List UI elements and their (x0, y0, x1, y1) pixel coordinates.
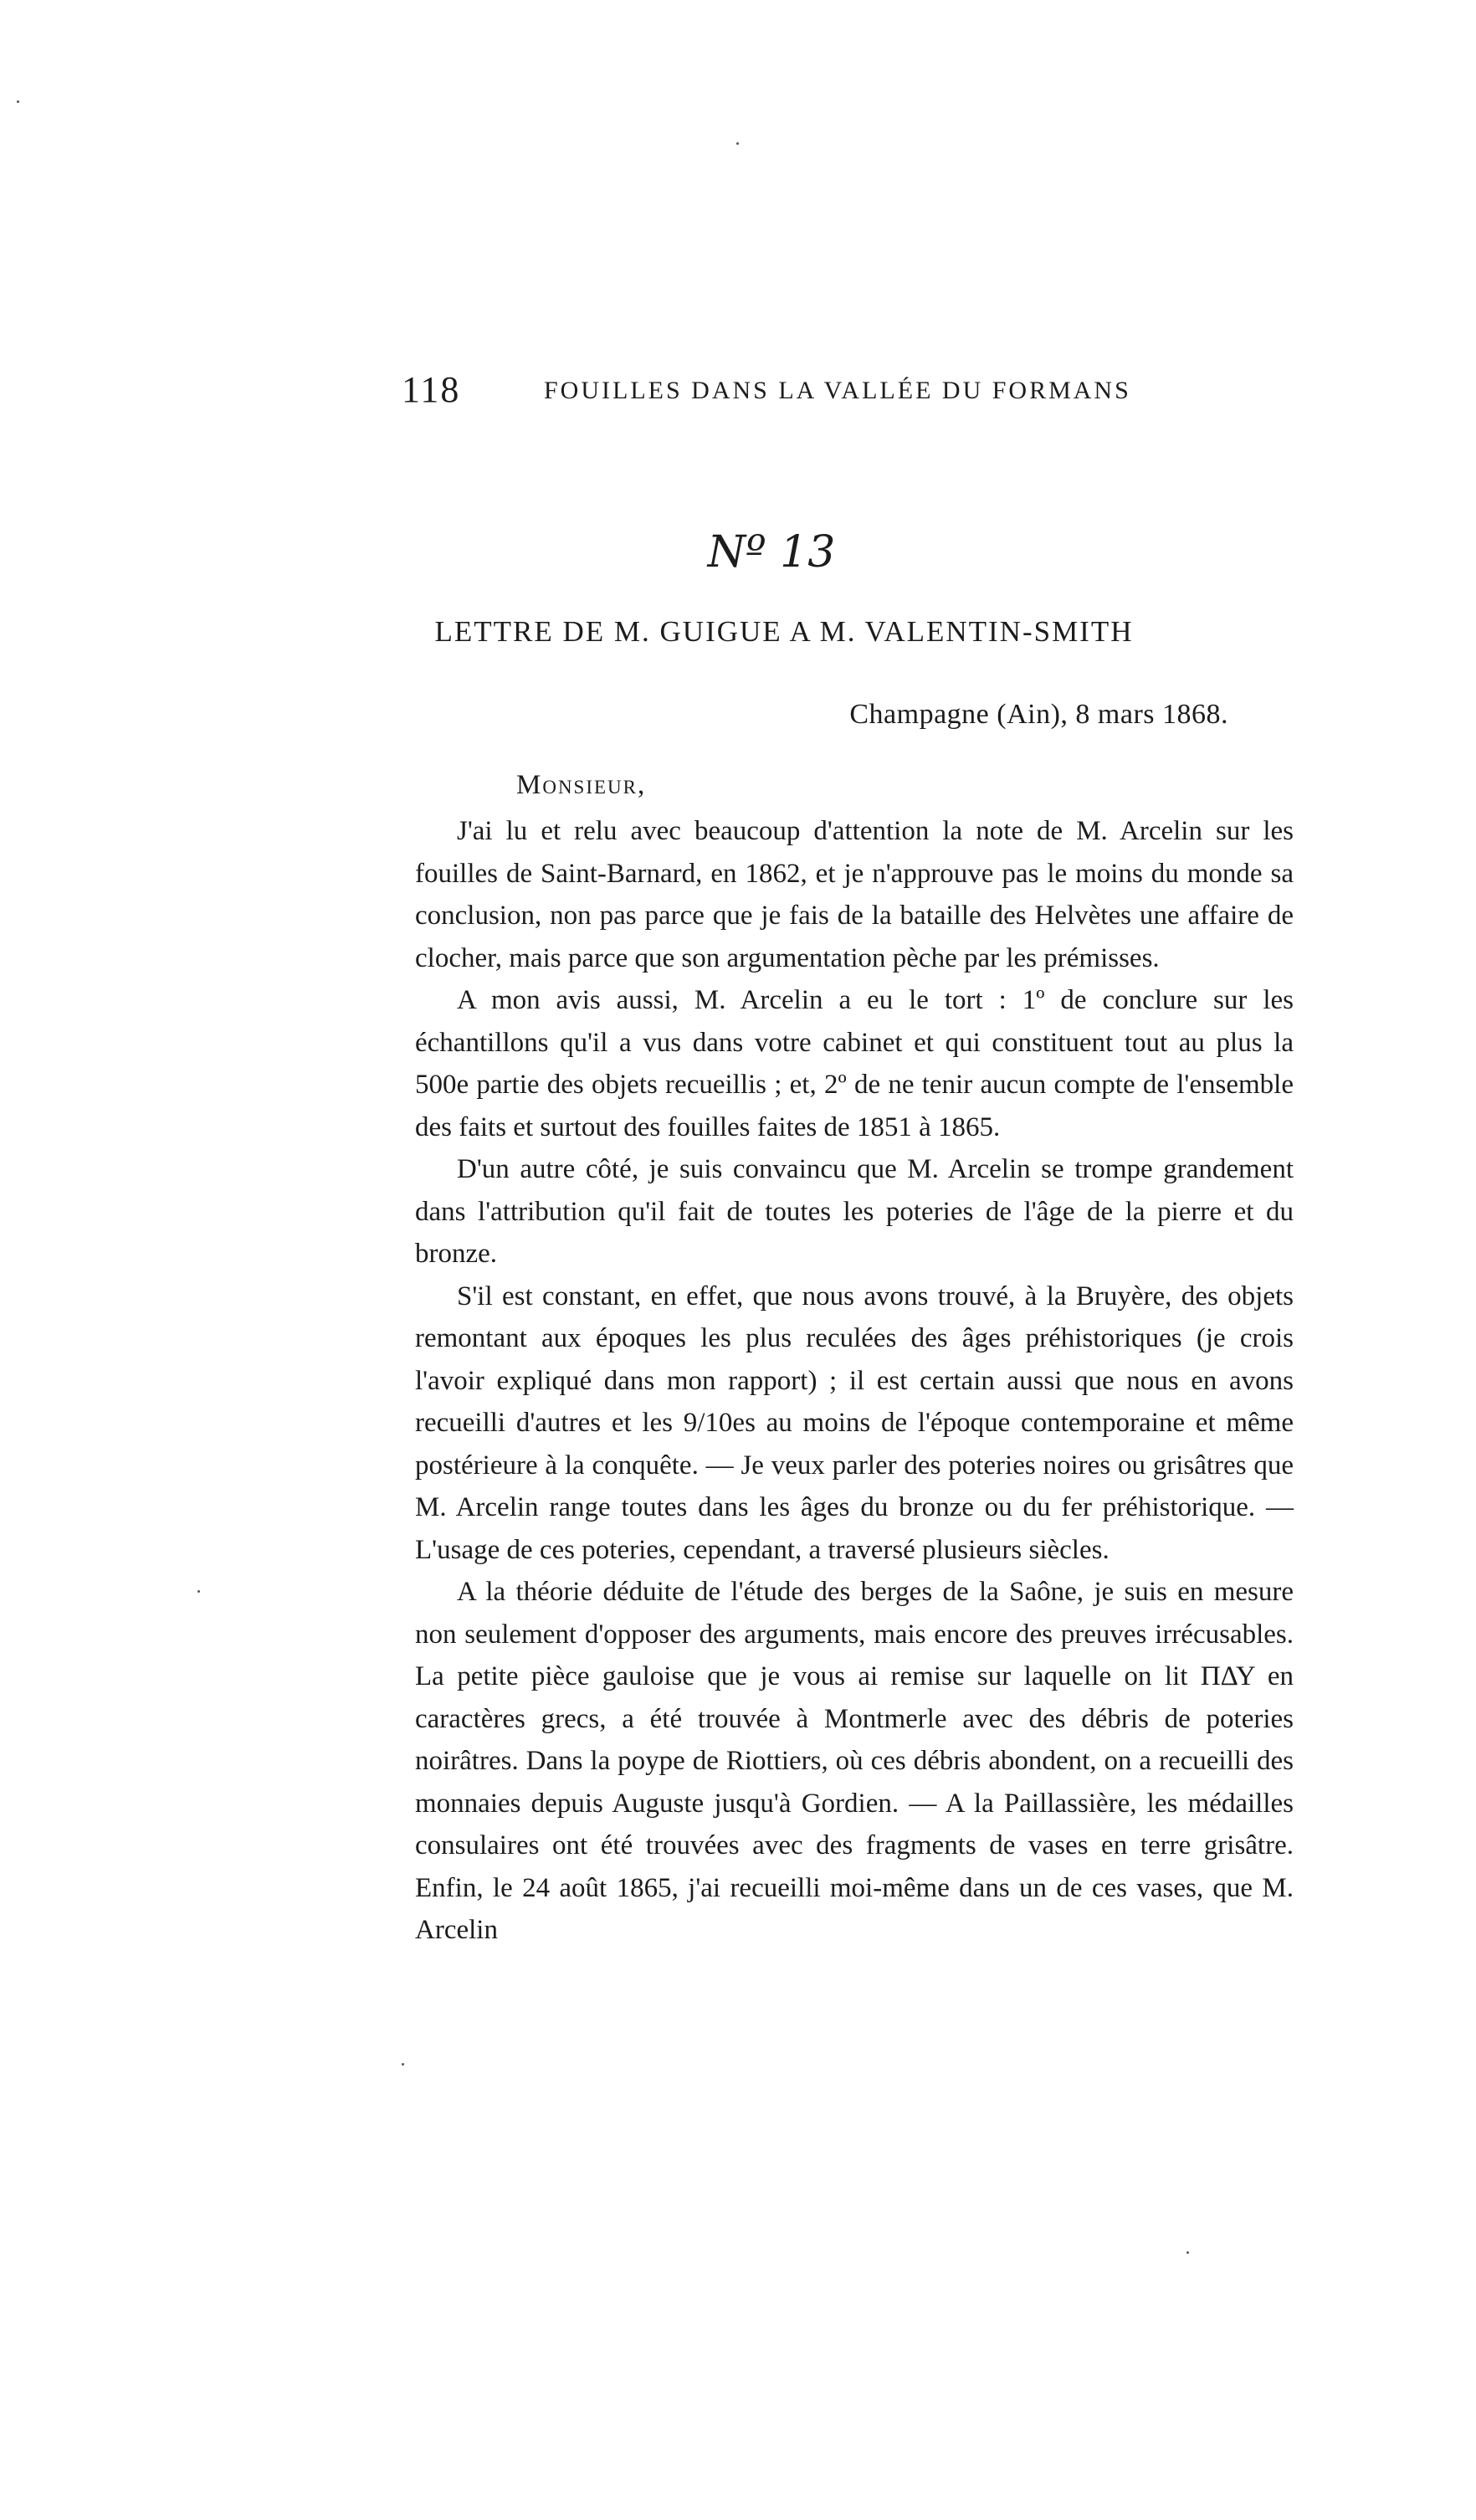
scan-speck (402, 2063, 404, 2066)
scan-speck (17, 100, 19, 103)
paragraph-4: S'il est constant, en effet, que nous avons trouvé, à la Bruyère, des objets remontant aux époques les plus reculées des âges préhistoriques (je crois l'avoir expliqué dans mon rapport) ; il est certain aussi que nous en avons recueilli d'autres et les 9/10es au moins de l'époque contemporaine et même postérieure à la conquête. — Je veux parler des poteries noires ou grisâtres que M. Arcelin range toutes dans les âges du bronze ou du fer préhistorique. — L'usage de ces poteries, cependant, a traversé plusieurs siècles. (415, 1281, 1294, 1565)
scan-speck (197, 1590, 200, 1593)
running-head (402, 368, 1238, 418)
paragraph-1: J'ai lu et relu avec beaucoup d'attention la note de M. Arcelin sur les fouilles de Saint-Barnard, en 1862, et je n'approuve pas le moins du monde sa conclusion, non pas parce que je fais de la bataille des Helvètes une affaire de clocher, mais parce que son argumentation pèche par les prémisses. (415, 816, 1294, 973)
paragraph-2: A mon avis aussi, M. Arcelin a eu le tort : 1º de conclure sur les échantillons qu'il a vus dans votre cabinet et qui constituent tout au plus la 500e partie des objets recueillis ; et, 2º de ne tenir aucun compte de l'ensemble des faits et surtout des fouilles faites de 1851 à 1865. (415, 985, 1294, 1142)
dateline: Champagne (Ain), 8 mars 1868. (849, 699, 1228, 730)
scan-speck (736, 142, 739, 145)
page-number: 118 (402, 369, 461, 410)
letter-body (415, 795, 1294, 1952)
paragraph-3: D'un autre côté, je suis convaincu que M. Arcelin se trompe grandement dans l'attribution qu'il fait de toutes les poteries de l'âge de la pierre et du bronze. (415, 1154, 1294, 1269)
salutation: Monsieur, (516, 770, 647, 800)
letter-title: LETTRE DE M. GUIGUE A M. VALENTIN-SMITH (434, 615, 1134, 648)
running-title: FOUILLES DANS LA VALLÉE DU FORMANS (544, 377, 1131, 404)
scan-speck (1186, 2251, 1189, 2254)
document-number: Nº 13 (707, 527, 836, 577)
paragraph-5: A la théorie déduite de l'étude des berges de la Saône, je suis en mesure non seulement d'opposer des arguments, mais encore des preuves irrécusables. La petite pièce gauloise que je vous ai remise sur laquelle on lit ΠΔΥ en caractères grecs, a été trouvée à Montmerle avec des débris de poteries noirâtres. Dans la poype de Riottiers, où ces débris abondent, on a recueilli des monnaies depuis Auguste jusqu'à Gordien. — A la Paillassière, les médailles consulaires ont été trouvées avec des fragments de vases en terre grisâtre. Enfin, le 24 août 1865, j'ai recueilli moi-même dans un de ces vases, que M. Arcelin (415, 1577, 1294, 1945)
